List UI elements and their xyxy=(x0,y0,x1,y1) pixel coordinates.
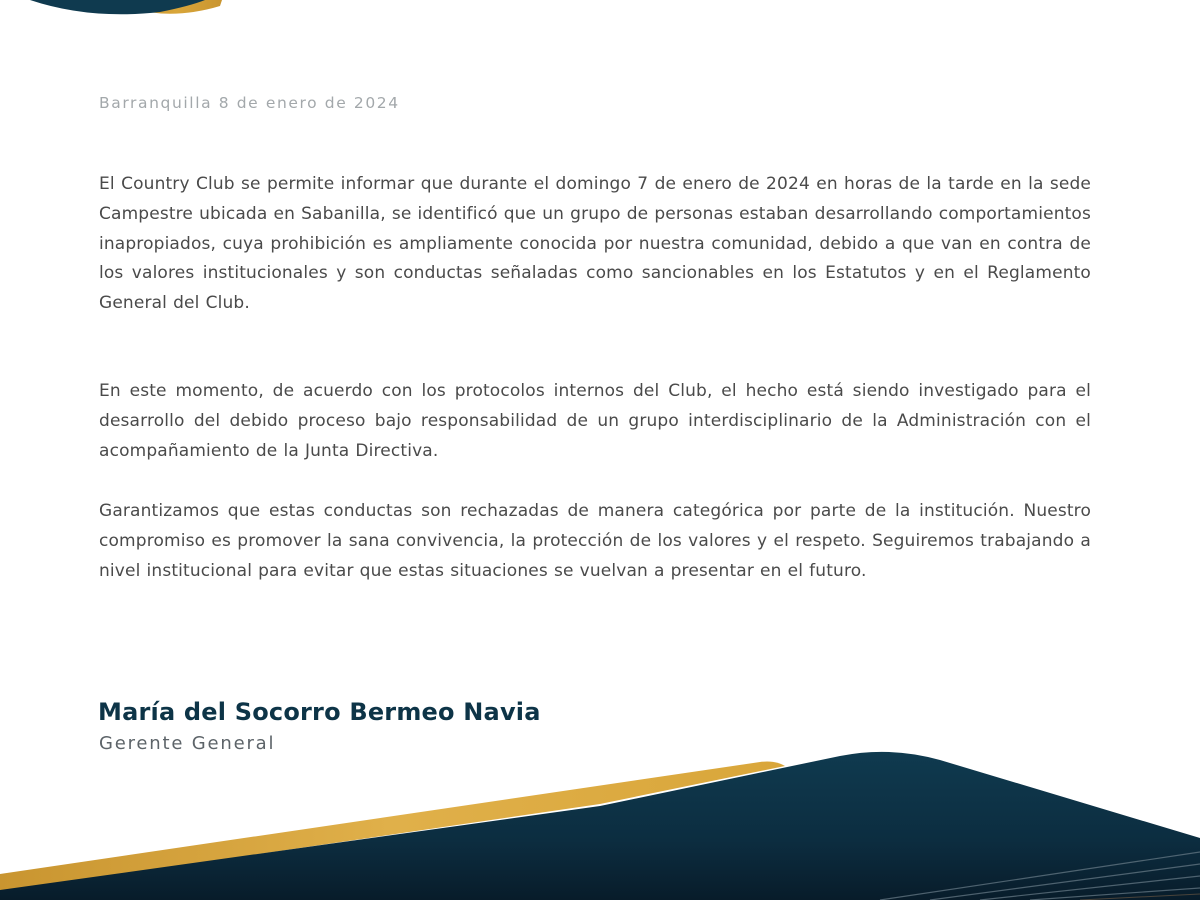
signer-title: Gerente General xyxy=(99,733,276,754)
body-paragraph-2: En este momento, de acuerdo con los protocolos internos del Club, el hecho está siendo investigado para el desarrollo del debido proceso bajo responsabilidad de un grupo interdisciplinario de la Administración con el acompañamiento de la Junta Directiva. xyxy=(99,381,1091,461)
body-paragraph-3: Garantizamos que estas conductas son rechazadas de manera categórica por parte de la institución. Nuestro compromiso es promover la sana convivencia, la protección de los valores y el respeto. Seguiremos trabajando a nivel institucional para evitar que estas situaciones se vuelvan a presentar en el futuro. xyxy=(99,501,1091,581)
signer-name: María del Socorro Bermeo Navia xyxy=(98,698,541,726)
letterhead-logo-icon xyxy=(0,0,260,24)
body-paragraph-1: El Country Club se permite informar que durante el domingo 7 de enero de 2024 en horas de la tarde en la sede Campestre ubicada en Sabanilla, se identificó que un grupo de personas estaban desarrollando comportamientos inapropiados, cuya prohibición es ampliamente conocida por nuestra comunidad, debido a que van en contra de los valores institucionales y son conductas señaladas como sancionables en los Estatutos y en el Reglamento General del Club. xyxy=(99,174,1091,314)
footer-wave-decoration-icon xyxy=(0,740,1200,900)
document-date: Barranquilla 8 de enero de 2024 xyxy=(99,94,400,112)
